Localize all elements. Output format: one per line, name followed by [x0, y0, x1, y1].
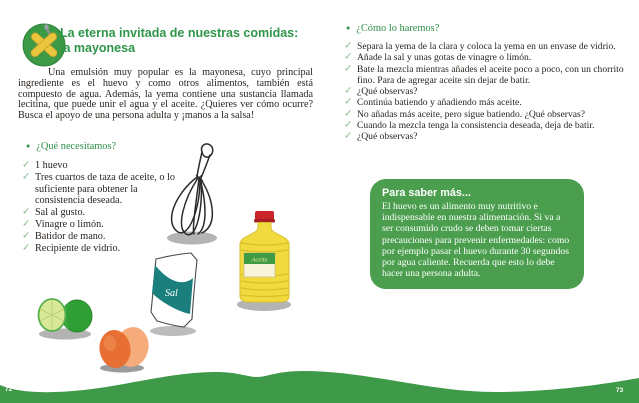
bullet-icon: ●: [26, 142, 31, 150]
step-item: ✓ Continúa batiendo y añadiendo más aceite.: [344, 96, 522, 109]
step-item: ✓ Cuando la mezcla tenga la consistencia deseada, deja de batir.: [344, 119, 595, 132]
page-title-line2: la mayonesa: [60, 41, 136, 55]
needs-heading-label: ¿Qué necesitamos?: [36, 141, 117, 152]
check-icon: ✓: [22, 171, 31, 183]
step-item: ✓ ¿Qué observas?: [344, 85, 418, 98]
step-item: ✓ Añade la sal y unas gotas de vinagre o limón.: [344, 51, 532, 64]
steps-checklist: [344, 41, 626, 143]
info-box: [370, 179, 584, 289]
how-section-heading: [346, 23, 439, 34]
page-title: [60, 26, 330, 56]
info-box-body: El huevo es un alimento muy nutritivo e indispensable en nuestra alimentación. Si va a ser consumido crudo se deben tomar ciertas precauciones para prevenir enfermedades: como por ejemplo pasar el huevo durante 30 segundos por agua caliente. Recuerda que esto lo debe hacer una persona adulta.: [382, 201, 570, 280]
whisk-illustration: [156, 141, 234, 247]
footer-wave: [0, 340, 639, 403]
check-icon: ✓: [22, 159, 31, 171]
needs-section-heading: [26, 141, 116, 152]
bullet-icon: ●: [346, 24, 351, 32]
page-number-left: 72: [5, 386, 13, 393]
intro-paragraph: Una emulsión muy popular es la mayonesa, cuyo principal ingrediente es el huevo y como otros alimentos, también está compuesto de agua. Además, la yema contiene una sustancia llamada lecitina, que puede unir el agua y el aceite. ¿Quieres ver cómo ocurre? Busca el apoyo de una persona adulta y ¡manos a la salsa!: [18, 67, 313, 122]
oil-bottle-label: Aceite: [251, 256, 268, 264]
oil-bottle-illustration: [232, 210, 298, 312]
check-icon: ✓: [22, 242, 31, 254]
how-heading-label: ¿Cómo lo haremos?: [356, 23, 440, 34]
info-box-title: Para saber más...: [382, 187, 471, 199]
page-title-line1: La eterna invitada de nuestras comidas:: [60, 26, 299, 40]
check-icon: ✓: [344, 85, 353, 97]
salt-bag-label: Sal: [165, 288, 178, 299]
step-item: ✓ ¿Qué observas?: [344, 130, 418, 143]
page-number-right: 73: [616, 387, 624, 394]
check-icon: ✓: [22, 206, 31, 218]
step-item: ✓ Separa la yema de la clara y coloca la yema en un envase de vidrio.: [344, 40, 616, 52]
check-icon: ✓: [344, 96, 353, 108]
check-icon: ✓: [344, 119, 353, 131]
needs-item: ✓ Recipiente de vidrio.: [22, 242, 121, 254]
needs-item: ✓ Vinagre o limón.: [22, 218, 104, 230]
needs-item: ✓ Batidor de mano.: [22, 230, 106, 242]
check-icon: ✓: [344, 108, 353, 120]
check-icon: ✓: [344, 40, 353, 52]
step-item: ✓ No añadas más aceite, pero sigue batiendo. ¿Qué observas?: [344, 108, 586, 120]
step-item: ✓ Bate la mezcla mientras añades el aceite poco a poco, con un chorrito fino. Para de agregar aceite sin dejar de batir.: [344, 63, 624, 86]
check-icon: ✓: [22, 230, 31, 242]
check-icon: ✓: [22, 218, 31, 230]
needs-item: ✓ Sal al gusto.: [22, 206, 86, 219]
check-icon: ✓: [344, 130, 353, 142]
check-icon: ✓: [344, 51, 353, 63]
check-icon: ✓: [344, 63, 353, 75]
needs-item: ✓ 1 huevo: [22, 159, 68, 171]
needs-item: ✓ Tres cuartos de taza de aceite, o lo suficiente para obtener la consistencia deseada.: [22, 171, 175, 207]
